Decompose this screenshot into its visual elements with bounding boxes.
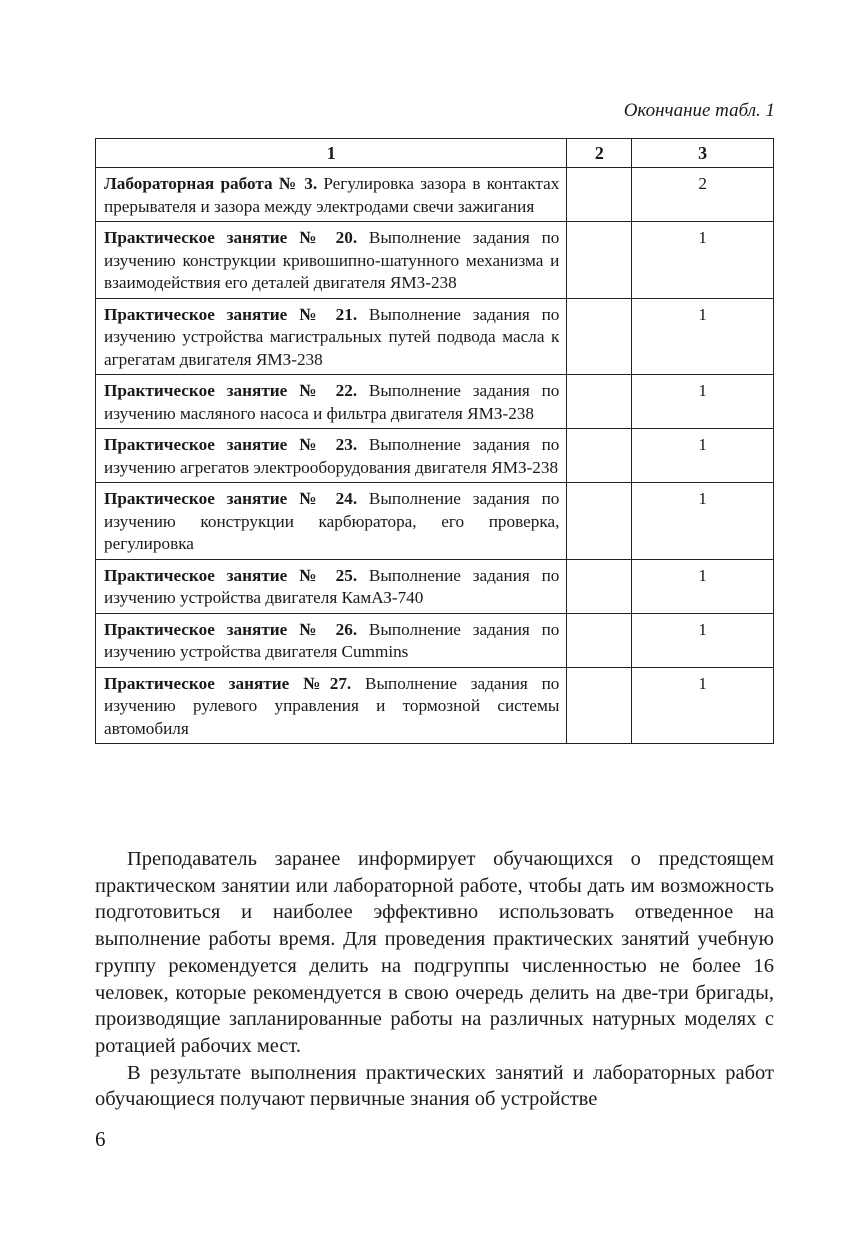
- row-text: Выполнение задания по изучению конструкции кривошипно-шатунного механизма и взаимодействия его деталей двигателя ЯМЗ-238: [104, 228, 560, 292]
- row-text: Выполнение задания по изучению устройства магистральных путей подвода масла к агрегатам двигателя ЯМЗ-238: [104, 304, 560, 369]
- row-lead: Практическое занятие № 24.: [104, 489, 358, 508]
- row-hours: 1: [632, 613, 774, 667]
- row-text: Выполнение задания по изучению агрегатов электрооборудования двигателя ЯМЗ-238: [104, 435, 560, 477]
- row-col2: [567, 429, 632, 483]
- row-col2: [567, 667, 632, 744]
- row-col2: [567, 559, 632, 613]
- row-lead: Практическое занятие № 21.: [104, 304, 358, 324]
- table-row: [96, 667, 774, 744]
- row-text: Выполнение задания по изучению конструкции карбюратора, его проверка, регулировка: [104, 489, 560, 553]
- row-text: Выполнение задания по изучению масляного насоса и фильтра двигателя ЯМЗ-238: [104, 381, 560, 423]
- row-description: [96, 168, 567, 222]
- row-text: Выполнение задания по изучению устройства двигателя Cummins: [104, 619, 560, 661]
- table-row: [96, 222, 774, 299]
- row-description: [96, 483, 567, 560]
- header-col-2: 2: [567, 139, 632, 168]
- table-header-row: [96, 139, 774, 168]
- table-row: [96, 613, 774, 667]
- row-description: [96, 222, 567, 299]
- table-row: [96, 298, 774, 375]
- row-col2: [567, 298, 632, 375]
- page-number: 6: [95, 1127, 106, 1151]
- paragraph: В результате выполнения практических занятий и лабораторных работ обучающиеся получают первичные знания об устройстве: [95, 1061, 774, 1111]
- row-description: [96, 613, 567, 667]
- header-col-3: 3: [632, 139, 774, 168]
- row-description: [96, 429, 567, 483]
- row-description: [96, 375, 567, 429]
- lessons-table: [95, 138, 774, 744]
- row-hours: 1: [632, 429, 774, 483]
- table-row: [96, 375, 774, 429]
- row-hours: 1: [632, 667, 774, 744]
- row-description: [96, 559, 567, 613]
- row-lead: Практическое занятие № 22.: [104, 381, 358, 400]
- table-row: [96, 483, 774, 560]
- row-hours: 1: [632, 222, 774, 299]
- row-lead: Практическое занятие № 25.: [104, 565, 358, 585]
- row-description: [96, 667, 567, 744]
- table-row: [96, 559, 774, 613]
- header-col-1: 1: [96, 139, 567, 168]
- row-text: Регулировка зазора в контактах прерывателя и зазора между электродами свечи зажигания: [104, 174, 560, 216]
- row-text: Выполнение задания по изучению рулевого управления и тормозной системы автомобиля: [104, 673, 560, 738]
- row-lead: Практическое занятие № 26.: [104, 619, 358, 639]
- row-lead: Практическое занятие №27.: [104, 673, 352, 693]
- paragraph: Преподаватель заранее информирует обучающихся о предстоящем практическом занятии или лабораторной работе, чтобы дать им возможность подготовиться и наиболее эффективно использовать отведенное на выполнение работы время. Для проведения практических занятий учебную группу рекомендуется делить на подгруппы численностью не более 16 человек, которые рекомендуется в свою очередь делить на две-три бригады, производящие запланированные работы на различных натурных моделях с ротацией рабочих мест.: [95, 848, 774, 1057]
- row-hours: 1: [632, 298, 774, 375]
- table-row: [96, 429, 774, 483]
- row-col2: [567, 375, 632, 429]
- table-caption: Окончание табл. 1: [623, 100, 775, 121]
- row-col2: [567, 168, 632, 222]
- table-row: [96, 168, 774, 222]
- body-text: [95, 846, 774, 1113]
- row-text: Выполнение задания по изучению устройства двигателя КамАЗ-740: [104, 565, 560, 607]
- row-lead: Лабораторная работа № 3.: [104, 174, 318, 193]
- row-hours: 1: [632, 483, 774, 560]
- row-col2: [567, 222, 632, 299]
- row-lead: Практическое занятие № 20.: [104, 228, 358, 247]
- row-description: [96, 298, 567, 375]
- row-lead: Практическое занятие № 23.: [104, 435, 358, 454]
- row-col2: [567, 613, 632, 667]
- row-col2: [567, 483, 632, 560]
- row-hours: 2: [632, 168, 774, 222]
- row-hours: 1: [632, 559, 774, 613]
- row-hours: 1: [632, 375, 774, 429]
